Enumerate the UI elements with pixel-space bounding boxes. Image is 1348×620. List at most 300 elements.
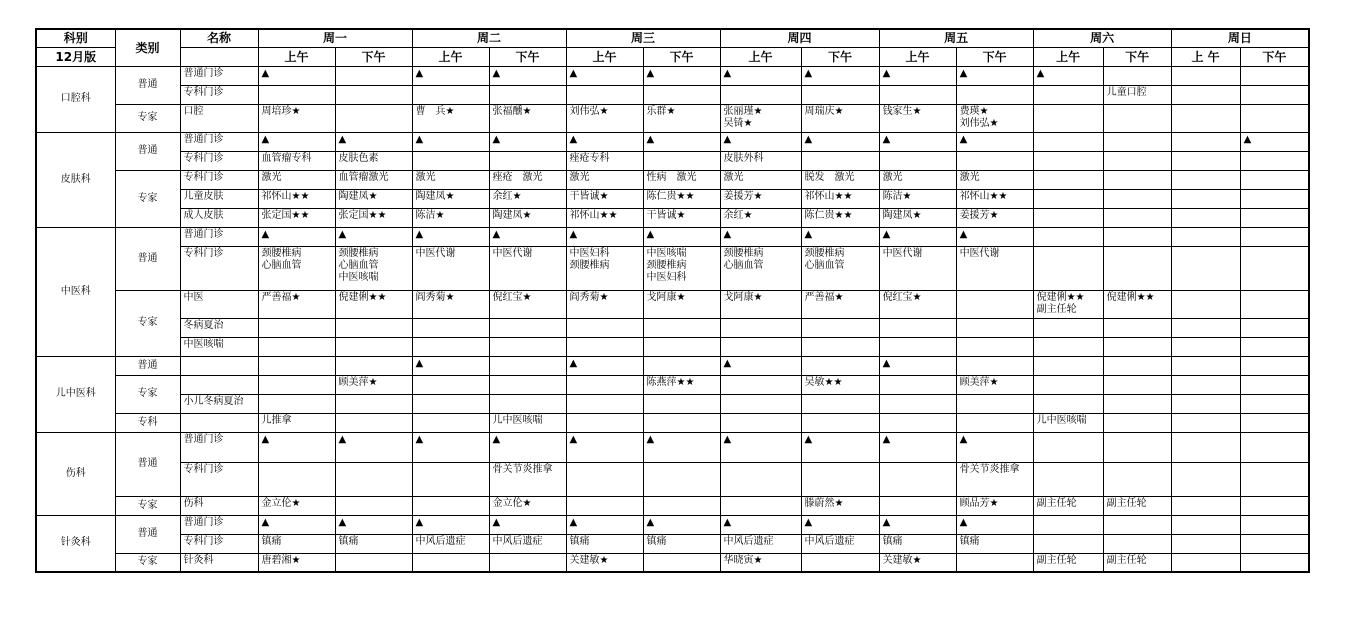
schedule-cell: [643, 553, 720, 572]
schedule-cell: 儿童口腔: [1103, 85, 1171, 104]
schedule-cell: [1240, 104, 1309, 132]
schedule-cell: [1240, 496, 1309, 515]
schedule-cell: [1103, 132, 1171, 151]
schedule-cell: [566, 337, 643, 356]
schedule-cell: [1103, 394, 1171, 413]
schedule-cell: [1171, 318, 1240, 337]
schedule-cell: [1103, 534, 1171, 553]
schedule-cell: [1033, 151, 1103, 170]
schedule-cell: ▲: [720, 515, 801, 534]
schedule-cell: [412, 375, 489, 394]
schedule-cell: 倪红宝★: [489, 290, 566, 318]
schedule-cell: 中风后遗症: [720, 534, 801, 553]
schedule-cell: [1171, 432, 1240, 462]
schedule-cell: [1171, 553, 1240, 572]
schedule-cell: [879, 394, 956, 413]
schedule-cell: [801, 356, 879, 375]
schedule-cell: [1240, 432, 1309, 462]
schedule-cell: [1103, 356, 1171, 375]
clinic-name-cell: 普通门诊: [180, 515, 258, 534]
clinic-type-cell: 普通: [115, 432, 180, 496]
schedule-cell: [1103, 66, 1171, 85]
clinic-type-cell: 专科: [115, 413, 180, 432]
schedule-cell: [335, 356, 412, 375]
schedule-cell: [335, 66, 412, 85]
schedule-cell: [801, 85, 879, 104]
schedule-cell: ▲: [489, 66, 566, 85]
schedule-cell: [1033, 208, 1103, 227]
schedule-cell: [1240, 515, 1309, 534]
schedule-cell: ▲: [566, 515, 643, 534]
clinic-name-cell: 针灸科: [180, 553, 258, 572]
schedule-cell: ▲: [412, 515, 489, 534]
schedule-cell: [720, 413, 801, 432]
half-day-header: 下午: [956, 47, 1033, 66]
schedule-cell: [335, 318, 412, 337]
clinic-name-cell: 专科门诊: [180, 151, 258, 170]
schedule-cell: 激光: [956, 170, 1033, 189]
clinic-name-cell: 儿童皮肤: [180, 189, 258, 208]
schedule-row: [36, 462, 1309, 496]
half-day-header: 上 午: [1171, 47, 1240, 66]
schedule-cell: [1033, 337, 1103, 356]
schedule-cell: [720, 337, 801, 356]
schedule-cell: 顾品芳★: [956, 496, 1033, 515]
schedule-cell: 中风后遗症: [412, 534, 489, 553]
schedule-cell: ▲: [489, 515, 566, 534]
schedule-cell: [643, 151, 720, 170]
schedule-cell: [335, 462, 412, 496]
clinic-name-cell: 专科门诊: [180, 170, 258, 189]
clinic-name-cell: 专科门诊: [180, 85, 258, 104]
schedule-cell: [1103, 246, 1171, 290]
schedule-cell: [1103, 515, 1171, 534]
schedule-cell: ▲: [412, 432, 489, 462]
schedule-cell: 陈燕萍★★: [643, 375, 720, 394]
clinic-name-cell: 专科门诊: [180, 462, 258, 496]
schedule-cell: 陈仁贵★★: [643, 189, 720, 208]
schedule-cell: 姜援芳★: [720, 189, 801, 208]
schedule-cell: 镇痛: [566, 534, 643, 553]
schedule-cell: 颈腰椎病 心脑血管: [720, 246, 801, 290]
schedule-cell: [1103, 104, 1171, 132]
schedule-cell: [412, 496, 489, 515]
schedule-cell: [335, 104, 412, 132]
schedule-cell: 皮肤外科: [720, 151, 801, 170]
schedule-cell: [1033, 356, 1103, 375]
schedule-cell: 中医代谢: [879, 246, 956, 290]
schedule-cell: [489, 394, 566, 413]
clinic-name-cell: 小儿冬病夏治: [180, 394, 258, 413]
clinic-name-cell: 口腔: [180, 104, 258, 132]
schedule-cell: [1240, 189, 1309, 208]
schedule-cell: ▲: [489, 227, 566, 246]
schedule-cell: [1240, 151, 1309, 170]
schedule-cell: [1033, 227, 1103, 246]
schedule-cell: ▲: [335, 515, 412, 534]
version-label: 12月版: [36, 47, 115, 66]
clinic-type-cell: 专家: [115, 104, 180, 132]
schedule-cell: [956, 85, 1033, 104]
schedule-cell: [1171, 534, 1240, 553]
schedule-cell: 严善福★: [258, 290, 335, 318]
schedule-cell: [801, 318, 879, 337]
schedule-cell: [879, 496, 956, 515]
schedule-cell: [335, 413, 412, 432]
schedule-cell: ▲: [335, 432, 412, 462]
schedule-row: [36, 151, 1309, 170]
schedule-cell: 痤疮专科: [566, 151, 643, 170]
schedule-cell: [489, 85, 566, 104]
schedule-cell: [1033, 104, 1103, 132]
schedule-cell: 骨关节炎推拿: [956, 462, 1033, 496]
schedule-cell: 干皆诚★: [643, 208, 720, 227]
schedule-cell: [879, 318, 956, 337]
schedule-cell: 血管瘤专科: [258, 151, 335, 170]
schedule-cell: [1240, 462, 1309, 496]
clinic-schedule-table: [35, 28, 1310, 573]
schedule-cell: [1103, 375, 1171, 394]
clinic-type-cell: 普通: [115, 356, 180, 375]
schedule-cell: [1033, 246, 1103, 290]
schedule-cell: 中医妇科 颈腰椎病: [566, 246, 643, 290]
clinic-type-cell: 专家: [115, 375, 180, 413]
schedule-cell: 关建敏★: [879, 553, 956, 572]
schedule-cell: ▲: [879, 132, 956, 151]
schedule-row: [36, 104, 1309, 132]
schedule-cell: [566, 318, 643, 337]
schedule-row: [36, 85, 1309, 104]
schedule-cell: [489, 356, 566, 375]
schedule-cell: [566, 413, 643, 432]
schedule-cell: [956, 151, 1033, 170]
schedule-cell: 中医咳喘 颈腰椎病 中医妇科: [643, 246, 720, 290]
schedule-cell: [258, 375, 335, 394]
schedule-cell: ▲: [879, 227, 956, 246]
schedule-cell: 顾美萍★: [956, 375, 1033, 394]
schedule-cell: [258, 394, 335, 413]
schedule-cell: 余红★: [489, 189, 566, 208]
schedule-cell: [1171, 151, 1240, 170]
schedule-cell: ▲: [879, 515, 956, 534]
header-row-halves: [36, 47, 1309, 66]
schedule-cell: ▲: [956, 132, 1033, 151]
schedule-cell: ▲: [956, 227, 1033, 246]
schedule-cell: 副主任轮: [1033, 553, 1103, 572]
clinic-type-cell: 普通: [115, 132, 180, 170]
schedule-cell: [801, 553, 879, 572]
schedule-cell: 激光: [566, 170, 643, 189]
schedule-cell: 儿推拿: [258, 413, 335, 432]
schedule-cell: [643, 462, 720, 496]
schedule-cell: 陶建凤★: [879, 208, 956, 227]
schedule-cell: 倪建俐★★: [335, 290, 412, 318]
schedule-cell: [956, 413, 1033, 432]
schedule-cell: 顾美萍★: [335, 375, 412, 394]
schedule-cell: [258, 318, 335, 337]
schedule-row: [36, 534, 1309, 553]
schedule-cell: 皮肤色素: [335, 151, 412, 170]
day-header-sat: 周六: [1033, 29, 1171, 47]
schedule-cell: ▲: [956, 515, 1033, 534]
schedule-cell: ▲: [801, 66, 879, 85]
schedule-cell: 性病 激光: [643, 170, 720, 189]
schedule-cell: [879, 337, 956, 356]
schedule-cell: [335, 337, 412, 356]
clinic-type-cell: 专家: [115, 496, 180, 515]
schedule-cell: [879, 375, 956, 394]
schedule-row: [36, 496, 1309, 515]
schedule-row: [36, 413, 1309, 432]
schedule-cell: 祁怀山★★: [258, 189, 335, 208]
type-header: 类别: [115, 29, 180, 66]
schedule-cell: [335, 85, 412, 104]
schedule-cell: 吴敏★★: [801, 375, 879, 394]
schedule-cell: [956, 337, 1033, 356]
schedule-cell: [801, 413, 879, 432]
schedule-cell: 姜援芳★: [956, 208, 1033, 227]
schedule-cell: 祁怀山★★: [956, 189, 1033, 208]
schedule-row: [36, 394, 1309, 413]
day-header-mon: 周一: [258, 29, 412, 47]
schedule-cell: [801, 394, 879, 413]
schedule-cell: [1033, 85, 1103, 104]
schedule-cell: ▲: [643, 432, 720, 462]
half-day-header: 下午: [335, 47, 412, 66]
schedule-cell: [1103, 432, 1171, 462]
schedule-cell: 激光: [879, 170, 956, 189]
schedule-cell: 陈洁★: [879, 189, 956, 208]
schedule-cell: ▲: [801, 132, 879, 151]
schedule-cell: [643, 496, 720, 515]
schedule-cell: ▲: [643, 132, 720, 151]
schedule-cell: [1103, 208, 1171, 227]
schedule-cell: 中风后遗症: [801, 534, 879, 553]
schedule-cell: [412, 394, 489, 413]
schedule-cell: [1103, 170, 1171, 189]
dept-acupuncture: 针灸科: [36, 515, 115, 572]
schedule-cell: [1103, 189, 1171, 208]
schedule-row: [36, 227, 1309, 246]
schedule-cell: 金立伦★: [258, 496, 335, 515]
dept-tcm: 中医科: [36, 227, 115, 356]
schedule-cell: 钱家生★: [879, 104, 956, 132]
schedule-row: [36, 432, 1309, 462]
dept-oral: 口腔科: [36, 66, 115, 132]
clinic-type-cell: 专家: [115, 170, 180, 227]
schedule-row: [36, 515, 1309, 534]
schedule-cell: 戈阿康★: [720, 290, 801, 318]
schedule-row: [36, 375, 1309, 394]
schedule-cell: [1103, 413, 1171, 432]
schedule-row: [36, 318, 1309, 337]
schedule-cell: 中医代谢: [489, 246, 566, 290]
clinic-name-cell: [180, 413, 258, 432]
clinic-name-cell: 中医: [180, 290, 258, 318]
schedule-cell: ▲: [643, 66, 720, 85]
schedule-cell: [1240, 356, 1309, 375]
schedule-cell: [489, 375, 566, 394]
schedule-cell: [879, 413, 956, 432]
schedule-cell: [720, 318, 801, 337]
schedule-cell: [1240, 337, 1309, 356]
schedule-cell: ▲: [335, 132, 412, 151]
schedule-cell: [1103, 151, 1171, 170]
schedule-cell: [720, 85, 801, 104]
schedule-cell: 镇痛: [879, 534, 956, 553]
schedule-cell: [335, 553, 412, 572]
schedule-cell: [801, 337, 879, 356]
schedule-cell: ▲: [566, 356, 643, 375]
schedule-cell: 严善福★: [801, 290, 879, 318]
schedule-cell: 周瑞庆★: [801, 104, 879, 132]
schedule-cell: [643, 318, 720, 337]
schedule-cell: 中医代谢: [956, 246, 1033, 290]
schedule-cell: [1033, 132, 1103, 151]
schedule-cell: ▲: [801, 515, 879, 534]
clinic-type-cell: 普通: [115, 227, 180, 290]
schedule-cell: 陶建凤★: [335, 189, 412, 208]
schedule-cell: [801, 462, 879, 496]
schedule-cell: [1033, 462, 1103, 496]
schedule-cell: [489, 337, 566, 356]
schedule-cell: [1103, 337, 1171, 356]
schedule-cell: [1240, 208, 1309, 227]
schedule-cell: [1171, 394, 1240, 413]
schedule-cell: ▲: [258, 66, 335, 85]
schedule-cell: ▲: [720, 66, 801, 85]
schedule-cell: 镇痛: [956, 534, 1033, 553]
schedule-cell: [1240, 290, 1309, 318]
schedule-cell: ▲: [643, 515, 720, 534]
schedule-cell: ▲: [566, 66, 643, 85]
schedule-row: [36, 132, 1309, 151]
half-day-header: 下午: [1103, 47, 1171, 66]
schedule-cell: [1033, 534, 1103, 553]
schedule-cell: 副主任轮: [1103, 496, 1171, 515]
schedule-cell: ▲: [1033, 66, 1103, 85]
schedule-cell: [1171, 356, 1240, 375]
schedule-cell: [566, 85, 643, 104]
schedule-cell: ▲: [801, 227, 879, 246]
schedule-cell: 倪建俐★★: [1103, 290, 1171, 318]
schedule-cell: [258, 462, 335, 496]
schedule-cell: [1171, 227, 1240, 246]
schedule-cell: ▲: [720, 432, 801, 462]
dept-traumatology: 伤科: [36, 432, 115, 515]
schedule-cell: 张定国★★: [258, 208, 335, 227]
schedule-cell: [1171, 208, 1240, 227]
schedule-cell: ▲: [335, 227, 412, 246]
schedule-cell: [1033, 318, 1103, 337]
schedule-cell: [566, 462, 643, 496]
schedule-cell: 唐碧湘★: [258, 553, 335, 572]
clinic-type-cell: 普通: [115, 515, 180, 553]
schedule-cell: 倪建俐★★ 副主任轮: [1033, 290, 1103, 318]
schedule-cell: 副主任轮: [1103, 553, 1171, 572]
schedule-cell: [412, 318, 489, 337]
schedule-cell: ▲: [489, 132, 566, 151]
schedule-cell: [412, 462, 489, 496]
schedule-cell: 陶建凤★: [489, 208, 566, 227]
schedule-cell: [1103, 318, 1171, 337]
schedule-cell: 祁怀山★★: [801, 189, 879, 208]
schedule-cell: [1033, 170, 1103, 189]
schedule-cell: [1171, 496, 1240, 515]
schedule-cell: 曹 兵★: [412, 104, 489, 132]
schedule-cell: ▲: [258, 227, 335, 246]
schedule-cell: 激光: [720, 170, 801, 189]
name-header-blank: [180, 47, 258, 66]
schedule-cell: [643, 356, 720, 375]
schedule-cell: 滕蔚然★: [801, 496, 879, 515]
schedule-cell: ▲: [879, 66, 956, 85]
schedule-cell: [566, 394, 643, 413]
schedule-cell: [566, 496, 643, 515]
schedule-cell: [643, 337, 720, 356]
schedule-cell: ▲: [643, 227, 720, 246]
schedule-cell: ▲: [258, 432, 335, 462]
half-day-header: 下午: [801, 47, 879, 66]
day-header-wed: 周三: [566, 29, 720, 47]
schedule-cell: 戈阿康★: [643, 290, 720, 318]
schedule-cell: 血管瘤激光: [335, 170, 412, 189]
schedule-cell: 张定国★★: [335, 208, 412, 227]
clinic-name-cell: 普通门诊: [180, 227, 258, 246]
half-day-header: 下午: [643, 47, 720, 66]
schedule-cell: [1103, 462, 1171, 496]
schedule-cell: 祁怀山★★: [566, 208, 643, 227]
schedule-cell: 脱发 激光: [801, 170, 879, 189]
schedule-cell: 张福醺★: [489, 104, 566, 132]
schedule-cell: [412, 337, 489, 356]
schedule-cell: 费瑛★ 刘伟弘★: [956, 104, 1033, 132]
schedule-cell: [1240, 66, 1309, 85]
dept-pediatric-tcm: 儿中医科: [36, 356, 115, 432]
schedule-cell: [1171, 515, 1240, 534]
schedule-cell: [879, 85, 956, 104]
schedule-cell: [643, 413, 720, 432]
clinic-name-cell: [180, 356, 258, 375]
schedule-cell: ▲: [412, 356, 489, 375]
schedule-cell: ▲: [258, 515, 335, 534]
schedule-cell: [956, 356, 1033, 375]
schedule-row: [36, 66, 1309, 85]
schedule-cell: [1171, 189, 1240, 208]
schedule-cell: 儿中医咳喘: [1033, 413, 1103, 432]
schedule-cell: [1171, 375, 1240, 394]
schedule-cell: 陈仁贵★★: [801, 208, 879, 227]
schedule-cell: [1103, 227, 1171, 246]
schedule-cell: ▲: [412, 66, 489, 85]
schedule-cell: 中医代谢: [412, 246, 489, 290]
schedule-cell: 副主任轮: [1033, 496, 1103, 515]
schedule-cell: 镇痛: [643, 534, 720, 553]
schedule-cell: [1171, 337, 1240, 356]
day-header-fri: 周五: [879, 29, 1033, 47]
schedule-cell: [1171, 290, 1240, 318]
schedule-row: [36, 553, 1309, 572]
schedule-cell: 阎秀菊★: [566, 290, 643, 318]
schedule-cell: 关建敏★: [566, 553, 643, 572]
half-day-header: 上午: [1033, 47, 1103, 66]
schedule-cell: [1033, 189, 1103, 208]
schedule-row: [36, 208, 1309, 227]
schedule-cell: 金立伦★: [489, 496, 566, 515]
dept-dermatology: 皮肤科: [36, 132, 115, 227]
clinic-type-cell: 专家: [115, 553, 180, 572]
schedule-cell: [801, 151, 879, 170]
